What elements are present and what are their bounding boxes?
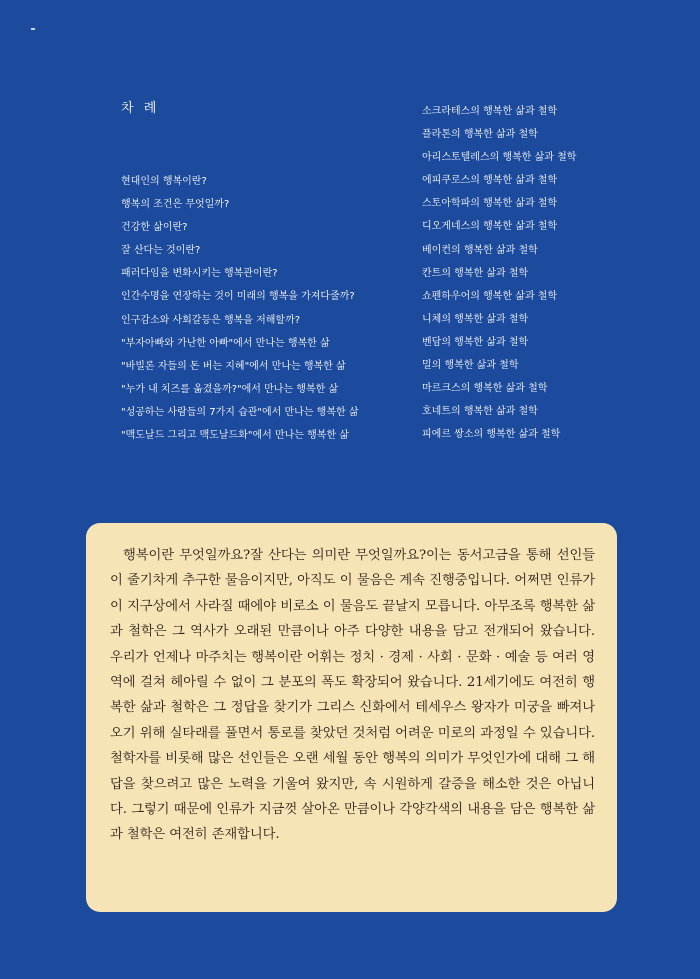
toc-item: 쇼펜하우어의 행복한 삶과 철학 — [422, 290, 558, 302]
toc-right-list — [422, 105, 576, 451]
toc-item: 피에르 쌍소의 행복한 삶과 철학 — [422, 429, 561, 441]
toc-item: "누가 내 치즈를 옮겼을까?"에서 만나는 행복한 삶 — [121, 383, 339, 395]
toc-item: "맥도날드 그리고 맥도날드화"에서 만나는 행복한 삶 — [121, 430, 349, 442]
toc-item: 인구감소와 사회갈등은 행복을 저해할까? — [121, 314, 301, 326]
toc-item: 건강한 삶이란? — [121, 222, 188, 234]
toc-item: 밀의 행복한 삶과 철학 — [422, 360, 519, 372]
toc-item: 현대인의 행복이란? — [121, 176, 207, 187]
toc-item: 패러다임을 변화시키는 행복관이란? — [121, 268, 278, 280]
toc-item: 아리스토텔레스의 행복한 삶과 철학 — [422, 152, 577, 164]
toc-item: 칸트의 행복한 삶과 철학 — [422, 267, 529, 279]
toc-item: 소크라테스의 행복한 삶과 철학 — [422, 106, 558, 117]
toc-item: 플라톤의 행복한 삶과 철학 — [422, 129, 538, 141]
toc-item: 베이컨의 행복한 삶과 철학 — [422, 244, 538, 256]
toc-item: 인간수명을 연장하는 것이 미래의 행복을 가져다줄까? — [121, 291, 355, 303]
toc-item: "부자아빠와 가난한 아빠"에서 만나는 행복한 삶 — [121, 337, 330, 349]
toc-left-list — [121, 175, 359, 452]
toc-heading: 차 례 — [121, 101, 160, 116]
summary-paragraph: 행복이란 무엇일까요?잘 산다는 의미란 무엇일까요?이는 동서고금을 통해 선인들이 줄기차게 추구한 물음이지만, 아직도 이 물음은 계속 진행중입니다. 어쩌면 인류가 이 지구상에서 사라질 때에야 비로소 이 물음도 끝날지 모릅니다. 아무조록 행복한 삶과 철학은 그 역사가 오래된 만큼이나 아주 다양한 내용을 담고 전개되어 왔습니다. 우리가 언제나 마주치는 행복이란 어휘는 정치 · 경제 · 사회 · 문화 · 예술 등 여러 영역에 걸쳐 헤아릴 수 없이 그 분포의 폭도 확장되어 왔습니다. 21세기에도 여전히 행복한 삶과 철학은 그 정답을 찾기가 그리스 신화에서 테세우스 왕자가 미궁을 빠져나오기 위해 실타래를 풀면서 통로를 찾았던 것처럼 어려운 미로의 과정일 수 있습니다. 철학자를 비롯해 많은 선인들은 오랜 세월 동안 행복의 의미가 무엇인가에 대해 그 해답을 찾으려고 많은 노력을 기울여 왔지만, 속 시원하게 갈증을 해소한 것은 아닙니다. 그렇기 때문에 인류가 지금껏 살아온 만큼이나 각양각색의 내용을 담은 행복한 삶과 철학은 여전히 존재합니다. — [110, 548, 595, 843]
toc-item: "성공하는 사람들의 7가지 습관"에서 만나는 행복한 삶 — [121, 406, 359, 418]
toc-item: 니체의 행복한 삶과 철학 — [422, 313, 529, 325]
toc-item: 스토아학파의 행복한 삶과 철학 — [422, 198, 558, 210]
toc-item: 디오게네스의 행복한 삶과 철학 — [422, 221, 558, 233]
corner-mark — [31, 28, 35, 30]
toc-item: 에피쿠로스의 행복한 삶과 철학 — [422, 175, 558, 187]
toc-item: 벤담의 행복한 삶과 철학 — [422, 336, 529, 348]
toc-item: 잘 산다는 것이란? — [121, 245, 201, 257]
toc-item: "바빌론 자들의 돈 버는 지혜"에서 만나는 행복한 삶 — [121, 360, 346, 372]
toc-item: 마르크스의 행복한 삶과 철학 — [422, 383, 548, 395]
toc-item: 행복의 조건은 무엇일까? — [121, 199, 230, 211]
toc-item: 호네트의 행복한 삶과 철학 — [422, 406, 538, 418]
summary-box — [86, 523, 617, 912]
